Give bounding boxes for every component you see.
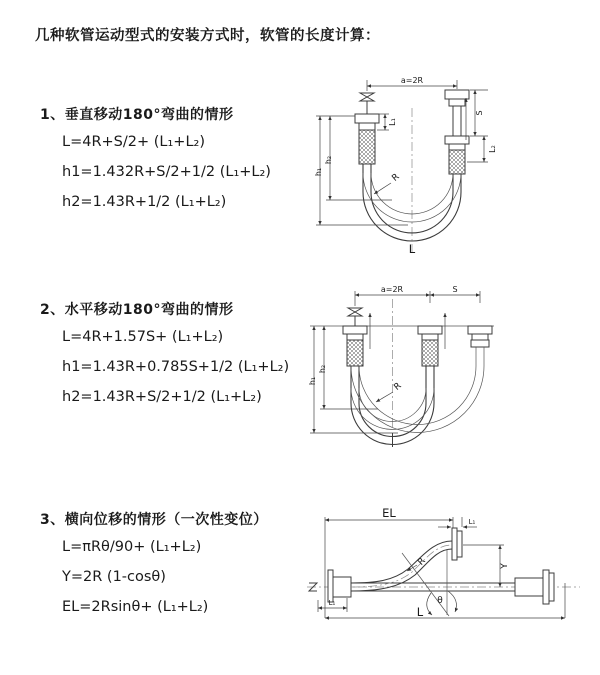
length-label: L <box>408 242 416 256</box>
radius-label: R <box>416 556 428 568</box>
section-3-heading: 3、横向位移的情形（一次性变位） <box>40 512 268 528</box>
right-pipe-fitting <box>445 90 469 174</box>
dim-h1-label: h₁ <box>308 376 317 386</box>
section-2 <box>40 299 290 405</box>
radius-label: R <box>390 172 402 184</box>
dim-h2-label: h₂ <box>324 155 333 165</box>
right-flange <box>515 570 554 604</box>
dim-l2-label: L₂ <box>488 145 497 153</box>
formula-line: L=4R+1.57S+ (L₁+L₂) <box>62 329 224 345</box>
formula-line: h2=1.43R+1/2 (L₁+L₂) <box>62 194 227 210</box>
middle-pipe-fitting <box>418 326 442 366</box>
valve-icon <box>360 93 374 101</box>
left-flange <box>328 570 351 602</box>
formula-line: h2=1.43R+S/2+1/2 (L₁+L₂) <box>62 389 262 405</box>
moved-pipe-fitting <box>468 326 492 347</box>
radius-label: R <box>392 381 404 393</box>
dim-h2-label: h₂ <box>318 364 327 374</box>
dim-l-label: L <box>416 605 424 619</box>
section-1 <box>40 104 271 210</box>
section-1-heading: 1、垂直移动180°弯曲的情形 <box>40 107 234 123</box>
dim-a2r-label: a=2R <box>400 76 424 85</box>
dim-l1-label: L₁ <box>388 118 397 126</box>
section-2-heading: 2、水平移动180°弯曲的情形 <box>40 302 234 318</box>
formula-line: L=πRθ/90+ (L₁+L₂) <box>62 539 202 555</box>
diagram-horizontal-180-bend <box>308 283 508 467</box>
dim-s-label: S <box>475 110 484 116</box>
dim-a2r-label: a=2R <box>380 285 404 294</box>
hose-curves <box>351 347 484 445</box>
angle-theta-label: θ <box>437 596 443 606</box>
left-pipe-fitting <box>355 114 379 164</box>
dim-y-label: Y <box>500 563 510 569</box>
diagram-vertical-180-bend <box>312 70 497 272</box>
dim-l1-top-label: L₁ <box>468 518 476 526</box>
formula-line: EL=2Rsinθ+ (L₁+L₂) <box>62 599 209 615</box>
diagram-lateral-displacement <box>305 505 595 669</box>
displaced-flange <box>452 528 462 560</box>
dim-el-label: EL <box>382 506 396 520</box>
formula-line: h1=1.43R+0.785S+1/2 (L₁+L₂) <box>62 359 290 375</box>
dim-h1-label: h₁ <box>314 167 323 177</box>
section-3 <box>40 509 268 615</box>
valve-icon <box>348 308 362 316</box>
formula-line: Y=2R (1-cosθ) <box>62 569 166 585</box>
formula-line: h1=1.432R+S/2+1/2 (L₁+L₂) <box>62 164 271 180</box>
formula-line: L=4R+S/2+ (L₁+L₂) <box>62 134 205 150</box>
left-pipe-fitting <box>343 326 367 366</box>
dim-s-label: S <box>452 285 458 294</box>
dim-l1-left-label: L₁ <box>328 599 336 607</box>
page-title: 几种软管运动型式的安装方式时，软管的长度计算： <box>35 28 380 44</box>
